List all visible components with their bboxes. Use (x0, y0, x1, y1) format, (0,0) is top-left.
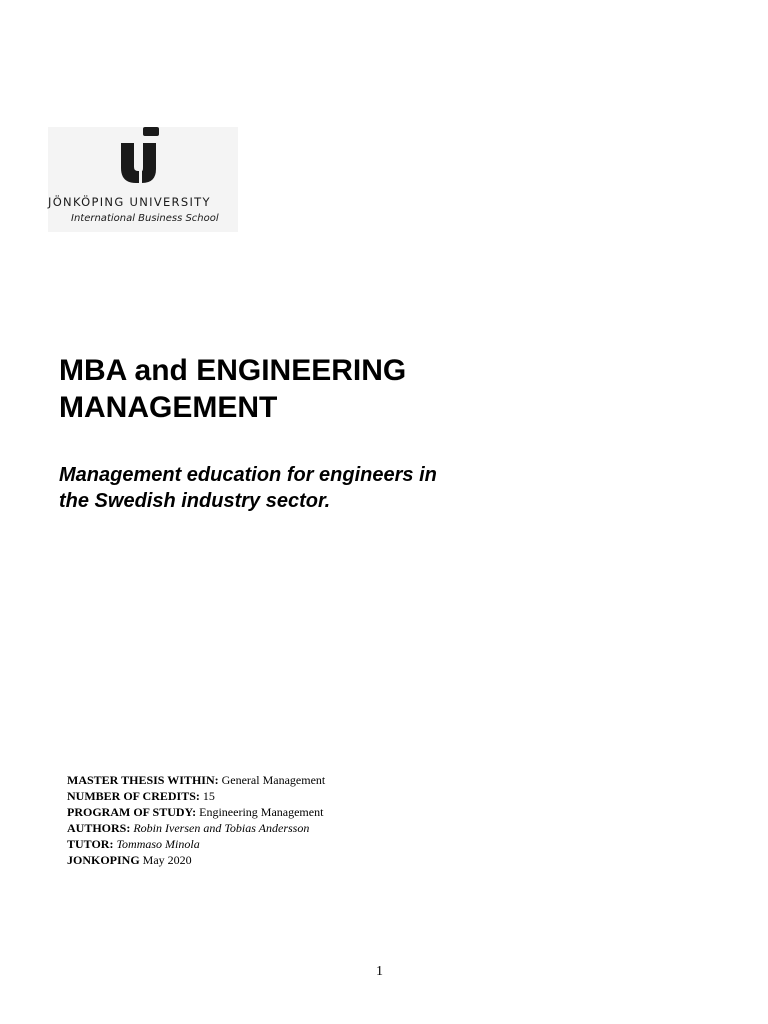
credits-label: NUMBER OF CREDITS: (67, 789, 200, 803)
ju-logo-mark-icon (118, 127, 164, 183)
document-title (59, 352, 619, 426)
subtitle-line-2: the Swedish industry sector. (59, 490, 331, 512)
title-line-1: MBA and ENGINEERING (59, 354, 407, 387)
authors-label: AUTHORS: (67, 821, 131, 835)
meta-row-program (67, 804, 325, 820)
meta-row-tutor (67, 836, 325, 852)
thesis-label: MASTER THESIS WITHIN: (67, 773, 219, 787)
meta-row-authors (67, 820, 325, 836)
title-line-2: MANAGEMENT (59, 391, 278, 424)
page-number: 1 (376, 964, 383, 979)
meta-row-place (67, 852, 325, 868)
program-value: Engineering Management (199, 805, 324, 819)
subtitle-line-1: Management education for engineers in (59, 464, 437, 486)
meta-row-thesis (67, 772, 325, 788)
thesis-metadata (67, 772, 325, 868)
document-subtitle (59, 462, 529, 514)
thesis-value: General Management (221, 773, 326, 787)
place-label: JONKOPING (67, 853, 140, 867)
program-label: PROGRAM OF STUDY: (67, 805, 197, 819)
tutor-label: TUTOR: (67, 837, 114, 851)
authors-value: Robin Iversen and Tobias Andersson (133, 821, 310, 835)
university-logo (48, 127, 238, 232)
place-date-value: May 2020 (142, 853, 192, 867)
meta-row-credits (67, 788, 325, 804)
credits-value: 15 (202, 789, 215, 803)
university-name: JÖNKÖPING UNIVERSITY (48, 195, 211, 209)
tutor-value: Tommaso Minola (116, 837, 200, 851)
school-name: International Business School (71, 213, 219, 224)
